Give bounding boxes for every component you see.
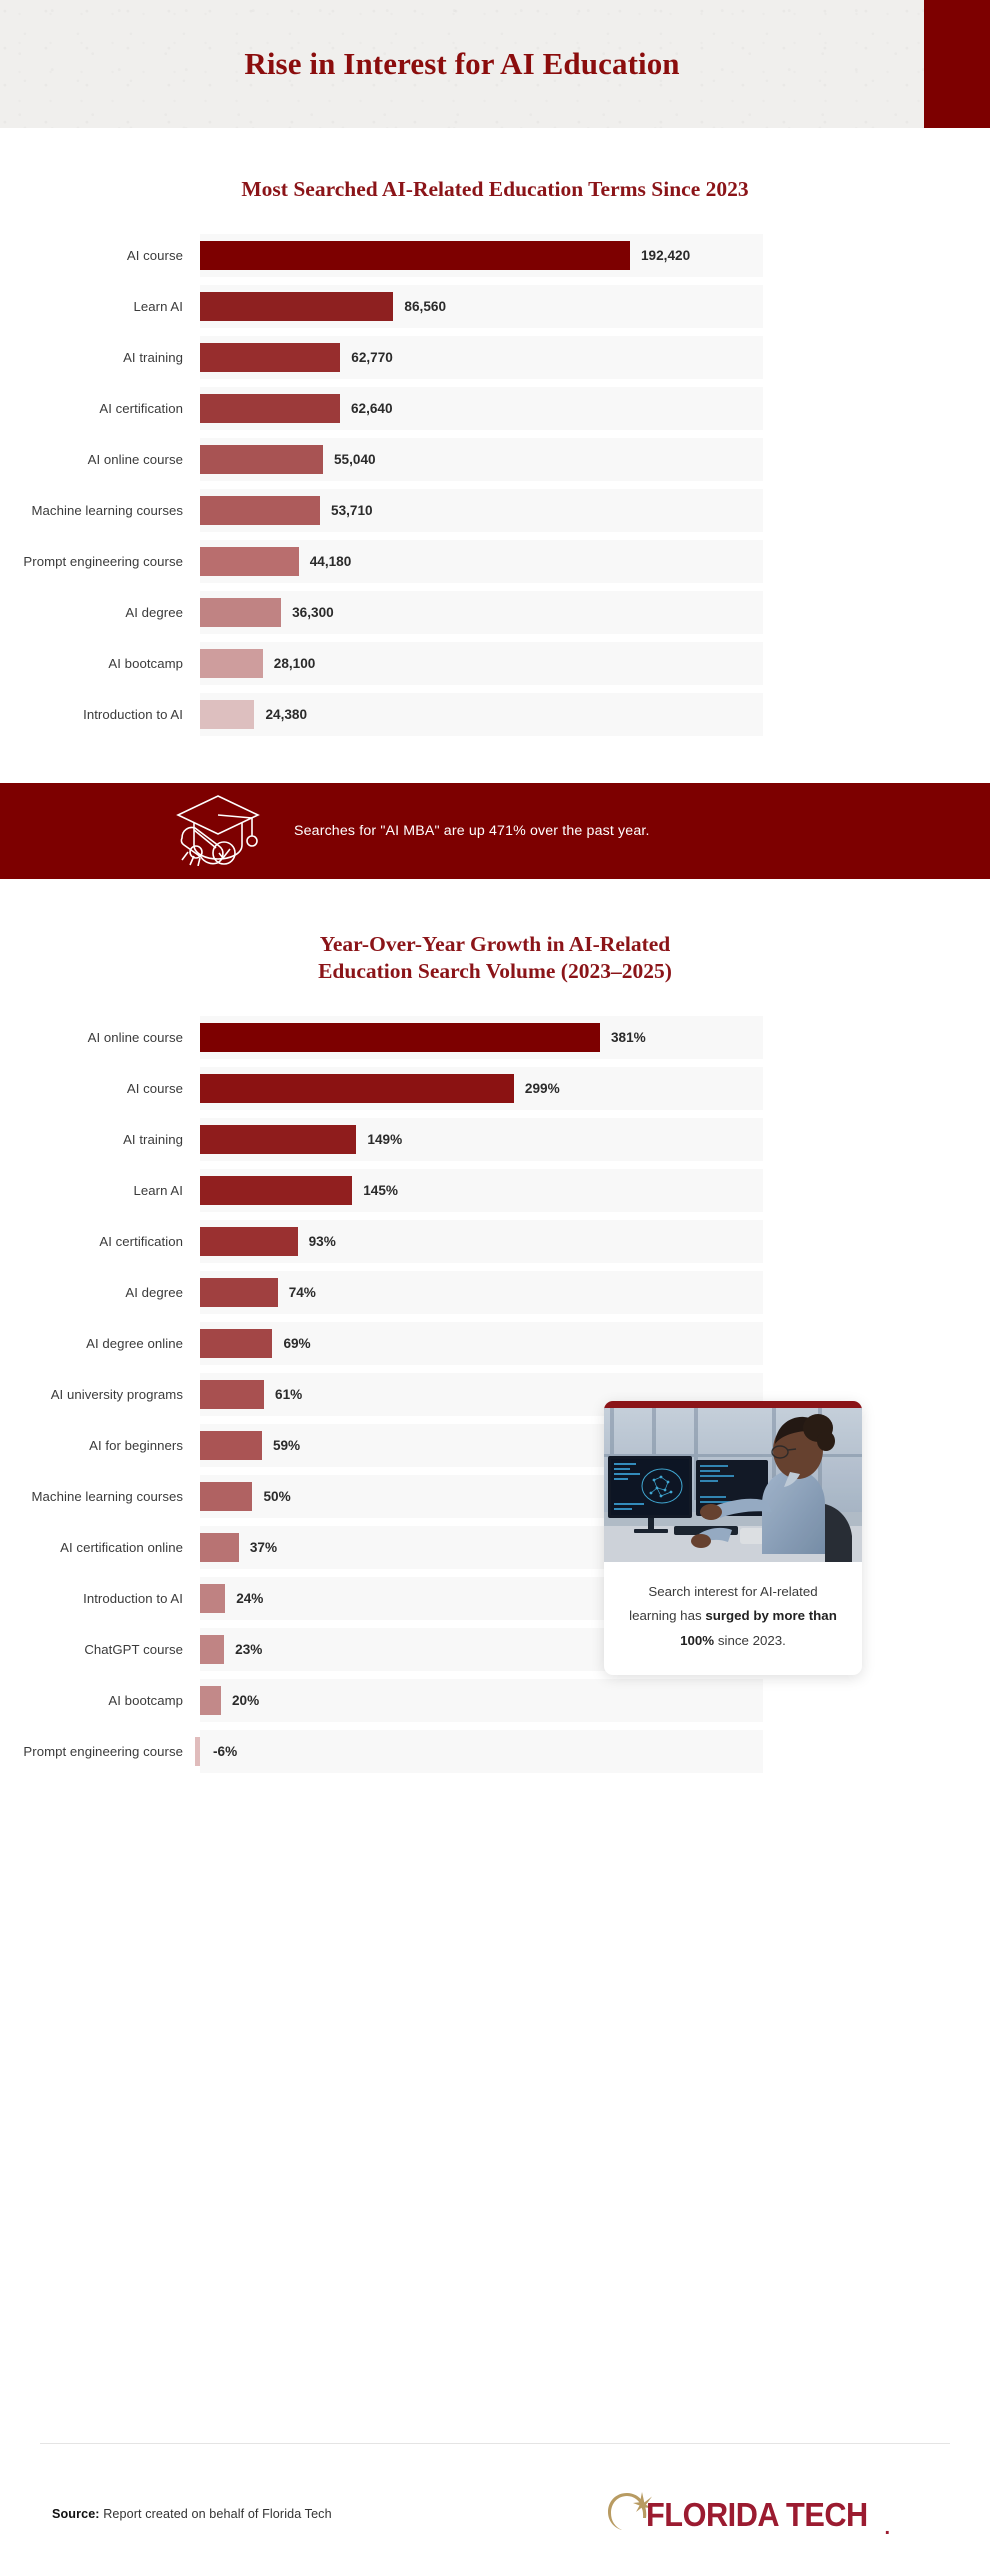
bar-row — [0, 1067, 990, 1110]
bar-fill — [200, 241, 630, 270]
bar-value-label: 36,300 — [292, 604, 334, 620]
bar-category-label: AI degree — [125, 1284, 183, 1300]
bar-row-spacer — [0, 1263, 990, 1271]
bar-fill-negative — [195, 1737, 200, 1766]
bar-track — [200, 336, 763, 379]
stat-banner-text: Searches for "AI MBA" are up 471% over the past year. — [294, 822, 650, 839]
bar-track — [200, 1118, 763, 1161]
bar-row-spacer — [0, 1365, 990, 1373]
bar-track — [200, 285, 763, 328]
bar-category-label: AI course — [126, 1080, 183, 1096]
bar-value-label: 20% — [231, 1692, 260, 1708]
bar-category-label: AI certification online — [60, 1539, 183, 1555]
bar-row-spacer — [0, 1059, 990, 1067]
bar-category-label: Prompt engineering course — [23, 1743, 183, 1759]
header-accent-bar — [924, 0, 990, 128]
bar-category-label: AI online course — [87, 1029, 183, 1045]
chart2-title-line2: Education Search Volume (2023–2025) — [318, 959, 672, 984]
bar-row — [0, 489, 990, 532]
caption-part1: Search interest for AI-related learning has — [629, 1583, 818, 1624]
bar-row-spacer — [0, 1314, 990, 1322]
page-footer — [0, 2475, 990, 2553]
photo-card-image — [604, 1408, 862, 1562]
bar-value-label: 53,710 — [331, 502, 373, 518]
bar-category-label: ChatGPT course — [84, 1641, 183, 1657]
bar-fill — [200, 700, 254, 729]
bar-category-label: AI university programs — [50, 1386, 183, 1402]
bar-value-label: 93% — [308, 1233, 336, 1249]
bar-value-label: 61% — [275, 1386, 303, 1402]
photo-card-accent-bar — [604, 1401, 862, 1408]
bar-fill — [200, 1278, 278, 1307]
bar-fill — [200, 1023, 600, 1052]
bar-row-spacer — [0, 634, 990, 642]
bar-fill — [200, 1635, 224, 1664]
bar-value-label: 299% — [524, 1080, 560, 1096]
bar-row-spacer — [0, 1722, 990, 1730]
bar-value-label: 24% — [236, 1590, 264, 1606]
bar-track — [200, 387, 763, 430]
page-header — [0, 0, 990, 128]
bar-row — [0, 1679, 990, 1722]
bar-value-label: 192,420 — [641, 247, 691, 263]
bar-row-spacer — [0, 1212, 990, 1220]
bar-row — [0, 693, 990, 736]
bar-row — [0, 540, 990, 583]
bar-row — [0, 438, 990, 481]
stat-banner — [0, 783, 990, 879]
bar-row — [0, 336, 990, 379]
bar-track — [200, 1679, 763, 1722]
bar-track — [200, 642, 763, 685]
bar-category-label: AI training — [123, 349, 183, 365]
logo-wordmark: FLORIDA TECH — [646, 2495, 868, 2533]
bar-track — [200, 1016, 763, 1059]
bar-track — [200, 234, 763, 277]
bar-category-label: AI degree online — [86, 1335, 183, 1351]
caption-part2: since 2023. — [714, 1632, 786, 1648]
bar-fill — [200, 1431, 262, 1460]
bar-fill — [200, 649, 263, 678]
bar-row — [0, 1220, 990, 1263]
bar-row — [0, 285, 990, 328]
bar-value-label: 59% — [272, 1437, 301, 1453]
bar-row-spacer — [0, 277, 990, 285]
bar-category-label: Introduction to AI — [83, 1590, 183, 1606]
bar-fill — [200, 1686, 221, 1715]
bar-category-label: AI bootcamp — [108, 1692, 183, 1708]
bar-value-label: -6% — [213, 1743, 238, 1759]
bar-value-label: 55,040 — [333, 451, 376, 467]
page-title: Rise in Interest for AI Education — [244, 46, 680, 81]
bar-fill — [200, 1482, 252, 1511]
bar-category-label: Learn AI — [133, 1182, 183, 1198]
chart1-title: Most Searched AI-Related Education Terms Since 2023 — [241, 177, 749, 201]
bar-value-label: 381% — [611, 1029, 646, 1045]
bar-track — [200, 489, 763, 532]
bar-value-label: 50% — [263, 1488, 291, 1504]
bar-value-label: 28,100 — [273, 655, 316, 671]
bar-category-label: AI course — [126, 247, 183, 263]
photo-card-caption — [604, 1562, 862, 1676]
bar-value-label: 37% — [249, 1539, 278, 1555]
bar-row-spacer — [0, 532, 990, 540]
bar-fill — [200, 1074, 514, 1103]
bar-track — [200, 540, 763, 583]
bar-fill — [200, 394, 340, 423]
bar-value-label: 74% — [288, 1284, 316, 1300]
bar-track — [200, 591, 763, 634]
bar-value-label: 44,180 — [309, 553, 352, 569]
bar-value-label: 86,560 — [404, 298, 446, 314]
graduation-cap-diploma-icon — [172, 790, 264, 871]
logo-period: . — [884, 2517, 890, 2539]
bar-fill — [200, 1227, 298, 1256]
chart2-title — [0, 931, 990, 986]
bar-row-spacer — [0, 379, 990, 387]
bar-fill — [200, 598, 281, 627]
bar-row — [0, 591, 990, 634]
bar-category-label: Learn AI — [133, 298, 183, 314]
source-value: Report created on behalf of Florida Tech — [99, 2507, 332, 2521]
bar-row-spacer — [0, 583, 990, 591]
source-label: Source: — [52, 2507, 100, 2521]
chart1-bars — [0, 234, 990, 736]
bar-track — [200, 1220, 763, 1263]
florida-tech-logo[interactable] — [606, 2488, 890, 2540]
bar-value-label: 23% — [235, 1641, 263, 1657]
bar-category-label: AI for beginners — [89, 1437, 183, 1453]
bar-fill — [200, 1176, 352, 1205]
bar-fill — [200, 1329, 272, 1358]
bar-value-label: 145% — [363, 1182, 398, 1198]
bar-value-label: 149% — [367, 1131, 403, 1147]
bar-category-label: AI online course — [87, 451, 183, 467]
bar-category-label: AI certification — [99, 1233, 183, 1249]
bar-row — [0, 1118, 990, 1161]
bar-fill — [200, 1584, 225, 1613]
bar-track — [200, 1730, 763, 1773]
bar-fill — [200, 343, 340, 372]
footer-divider — [40, 2443, 950, 2444]
bar-row — [0, 1322, 990, 1365]
bar-value-label: 69% — [283, 1335, 311, 1351]
bar-track — [200, 438, 763, 481]
bar-track — [200, 1271, 763, 1314]
photo-card — [604, 1401, 862, 1676]
bar-category-label: AI degree — [125, 604, 183, 620]
bar-row — [0, 1169, 990, 1212]
bar-category-label: AI certification — [99, 400, 183, 416]
bar-category-label: AI bootcamp — [108, 655, 183, 671]
bar-fill — [200, 1533, 239, 1562]
bar-fill — [200, 496, 320, 525]
source-note — [52, 2507, 332, 2521]
bar-value-label: 62,640 — [350, 400, 393, 416]
bar-row — [0, 387, 990, 430]
bar-category-label: Prompt engineering course — [23, 553, 183, 569]
bar-fill — [200, 445, 323, 474]
bar-row — [0, 234, 990, 277]
bar-fill — [200, 1125, 356, 1154]
chart2-bars — [0, 1016, 990, 1773]
bar-row-spacer — [0, 1110, 990, 1118]
bar-row-spacer — [0, 685, 990, 693]
bar-row — [0, 1016, 990, 1059]
bar-fill — [200, 1380, 264, 1409]
bar-track — [200, 1067, 763, 1110]
bar-track — [200, 1169, 763, 1212]
bar-value-label: 24,380 — [265, 706, 308, 722]
chart2-title-line1: Year-Over-Year Growth in AI-Related — [319, 931, 671, 956]
bar-row — [0, 1730, 990, 1773]
bar-category-label: Machine learning courses — [31, 502, 183, 518]
bar-value-label: 62,770 — [351, 349, 393, 365]
bar-row-spacer — [0, 1161, 990, 1169]
bar-fill — [200, 292, 393, 321]
bar-row-spacer — [0, 430, 990, 438]
bar-track — [200, 1322, 763, 1365]
bar-fill — [200, 547, 299, 576]
bar-row — [0, 642, 990, 685]
bar-category-label: Introduction to AI — [83, 706, 183, 722]
bar-track — [200, 693, 763, 736]
caption-bold: surged by more than 100% — [680, 1608, 837, 1648]
bar-category-label: Machine learning courses — [31, 1488, 183, 1504]
bar-row — [0, 1271, 990, 1314]
bar-category-label: AI training — [123, 1131, 183, 1147]
bar-row-spacer — [0, 328, 990, 336]
bar-row-spacer — [0, 481, 990, 489]
